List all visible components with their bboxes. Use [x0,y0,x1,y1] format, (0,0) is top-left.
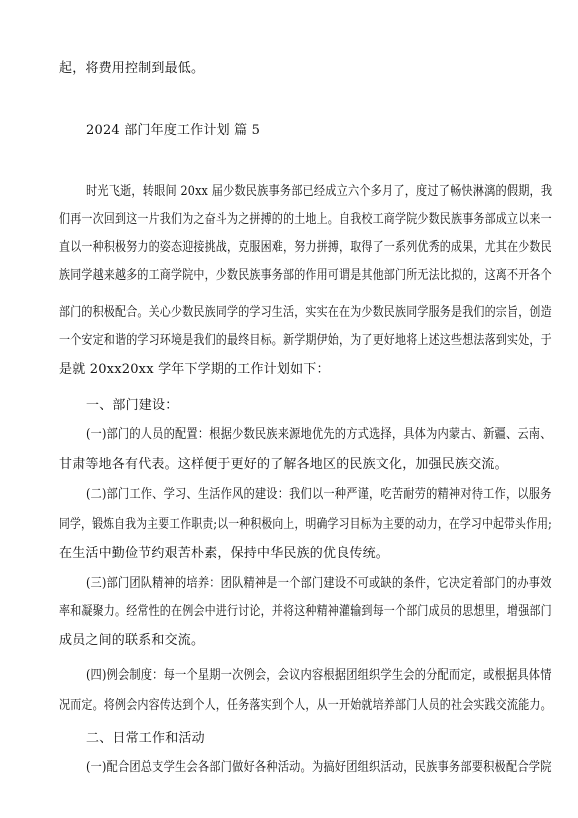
paragraph-line: (四)例会制度：每一个星期一次例会，会议内容根据团组织学生会的分配而定，或根据具体情 [86,668,552,683]
carryover-line: 起，将费用控制到最低。 [59,61,205,76]
paragraph-line: 是就 20xx20xx 学年下学期的工作计划如下： [59,362,330,377]
paragraph-line: (三)部门团队精神的培养：团队精神是一个部门建设不可或缺的条件，它决定着部门的办事效 [86,576,552,591]
paragraph-line: 甘肃等地各有代表。这样便于更好的了解各地区的民族文化，加强民族交流。 [59,457,508,472]
paragraph-line: (一)配合团总支学生会各部门做好各种活动。为搞好团组织活动，民族事务部要积极配合学院 [86,760,552,775]
section-heading: 一、部门建设： [86,398,179,413]
section-title: 2024 部门年度工作计划 篇 5 [86,123,261,138]
paragraph-line: (二)部门工作、学习、生活作风的建设：我们以一种严谨，吃苦耐劳的精神对待工作，以服务 [86,487,552,502]
paragraph-line: 族同学越来越多的工商学院中，少数民族事务部的作用可谓是其他部门所无法比拟的，这离不开各个 [59,268,552,283]
paragraph-line: 况而定。将例会内容传达到个人，任务落实到个人，从一开始就培养部门人员的社会实践交流能力。 [59,698,552,713]
paragraph-line: 成员之间的联系和交流。 [59,633,205,648]
paragraph-line: 同学，锻炼自我为主要工作职责;以一种积极向上，明确学习目标为主要的动力，在学习中起带头作用; [59,517,552,532]
paragraph-line: 直以一种积极努力的姿态迎接挑战，克服困难，努力拼搏，取得了一系列优秀的成果，尤其在少数民 [59,240,552,255]
paragraph-line: 一个安定和谐的学习环境是我们的最终目标。新学期伊始，为了更好地将上述这些想法落到实处，于 [59,333,552,348]
paragraph-line: 率和凝聚力。经常性的在例会中进行讨论，并将这种精神灌输到每一个部门成员的思想里，增强部门 [59,604,552,619]
paragraph-line: 部门的积极配合。关心少数民族同学的学习生活，实实在在为少数民族同学服务是我们的宗旨，创造 [59,305,552,320]
paragraph-line: 们再一次回到这一片我们为之奋斗为之拼搏的的土地上。自我校工商学院少数民族事务部成立以来一 [59,212,552,227]
paragraph-line: 在生活中勤俭节约艰苦朴素，保持中华民族的优良传统。 [59,546,390,561]
section-heading: 二、日常工作和活动 [86,731,205,746]
paragraph-line: (一)部门的人员的配置：根据少数民族来源地优先的方式选择，具体为内蒙古、新疆、云南、 [86,427,552,442]
paragraph-line: 时光飞逝，转眼间 20xx 届少数民族事务部已经成立六个多月了，度过了畅快淋漓的假期，我 [86,184,553,199]
